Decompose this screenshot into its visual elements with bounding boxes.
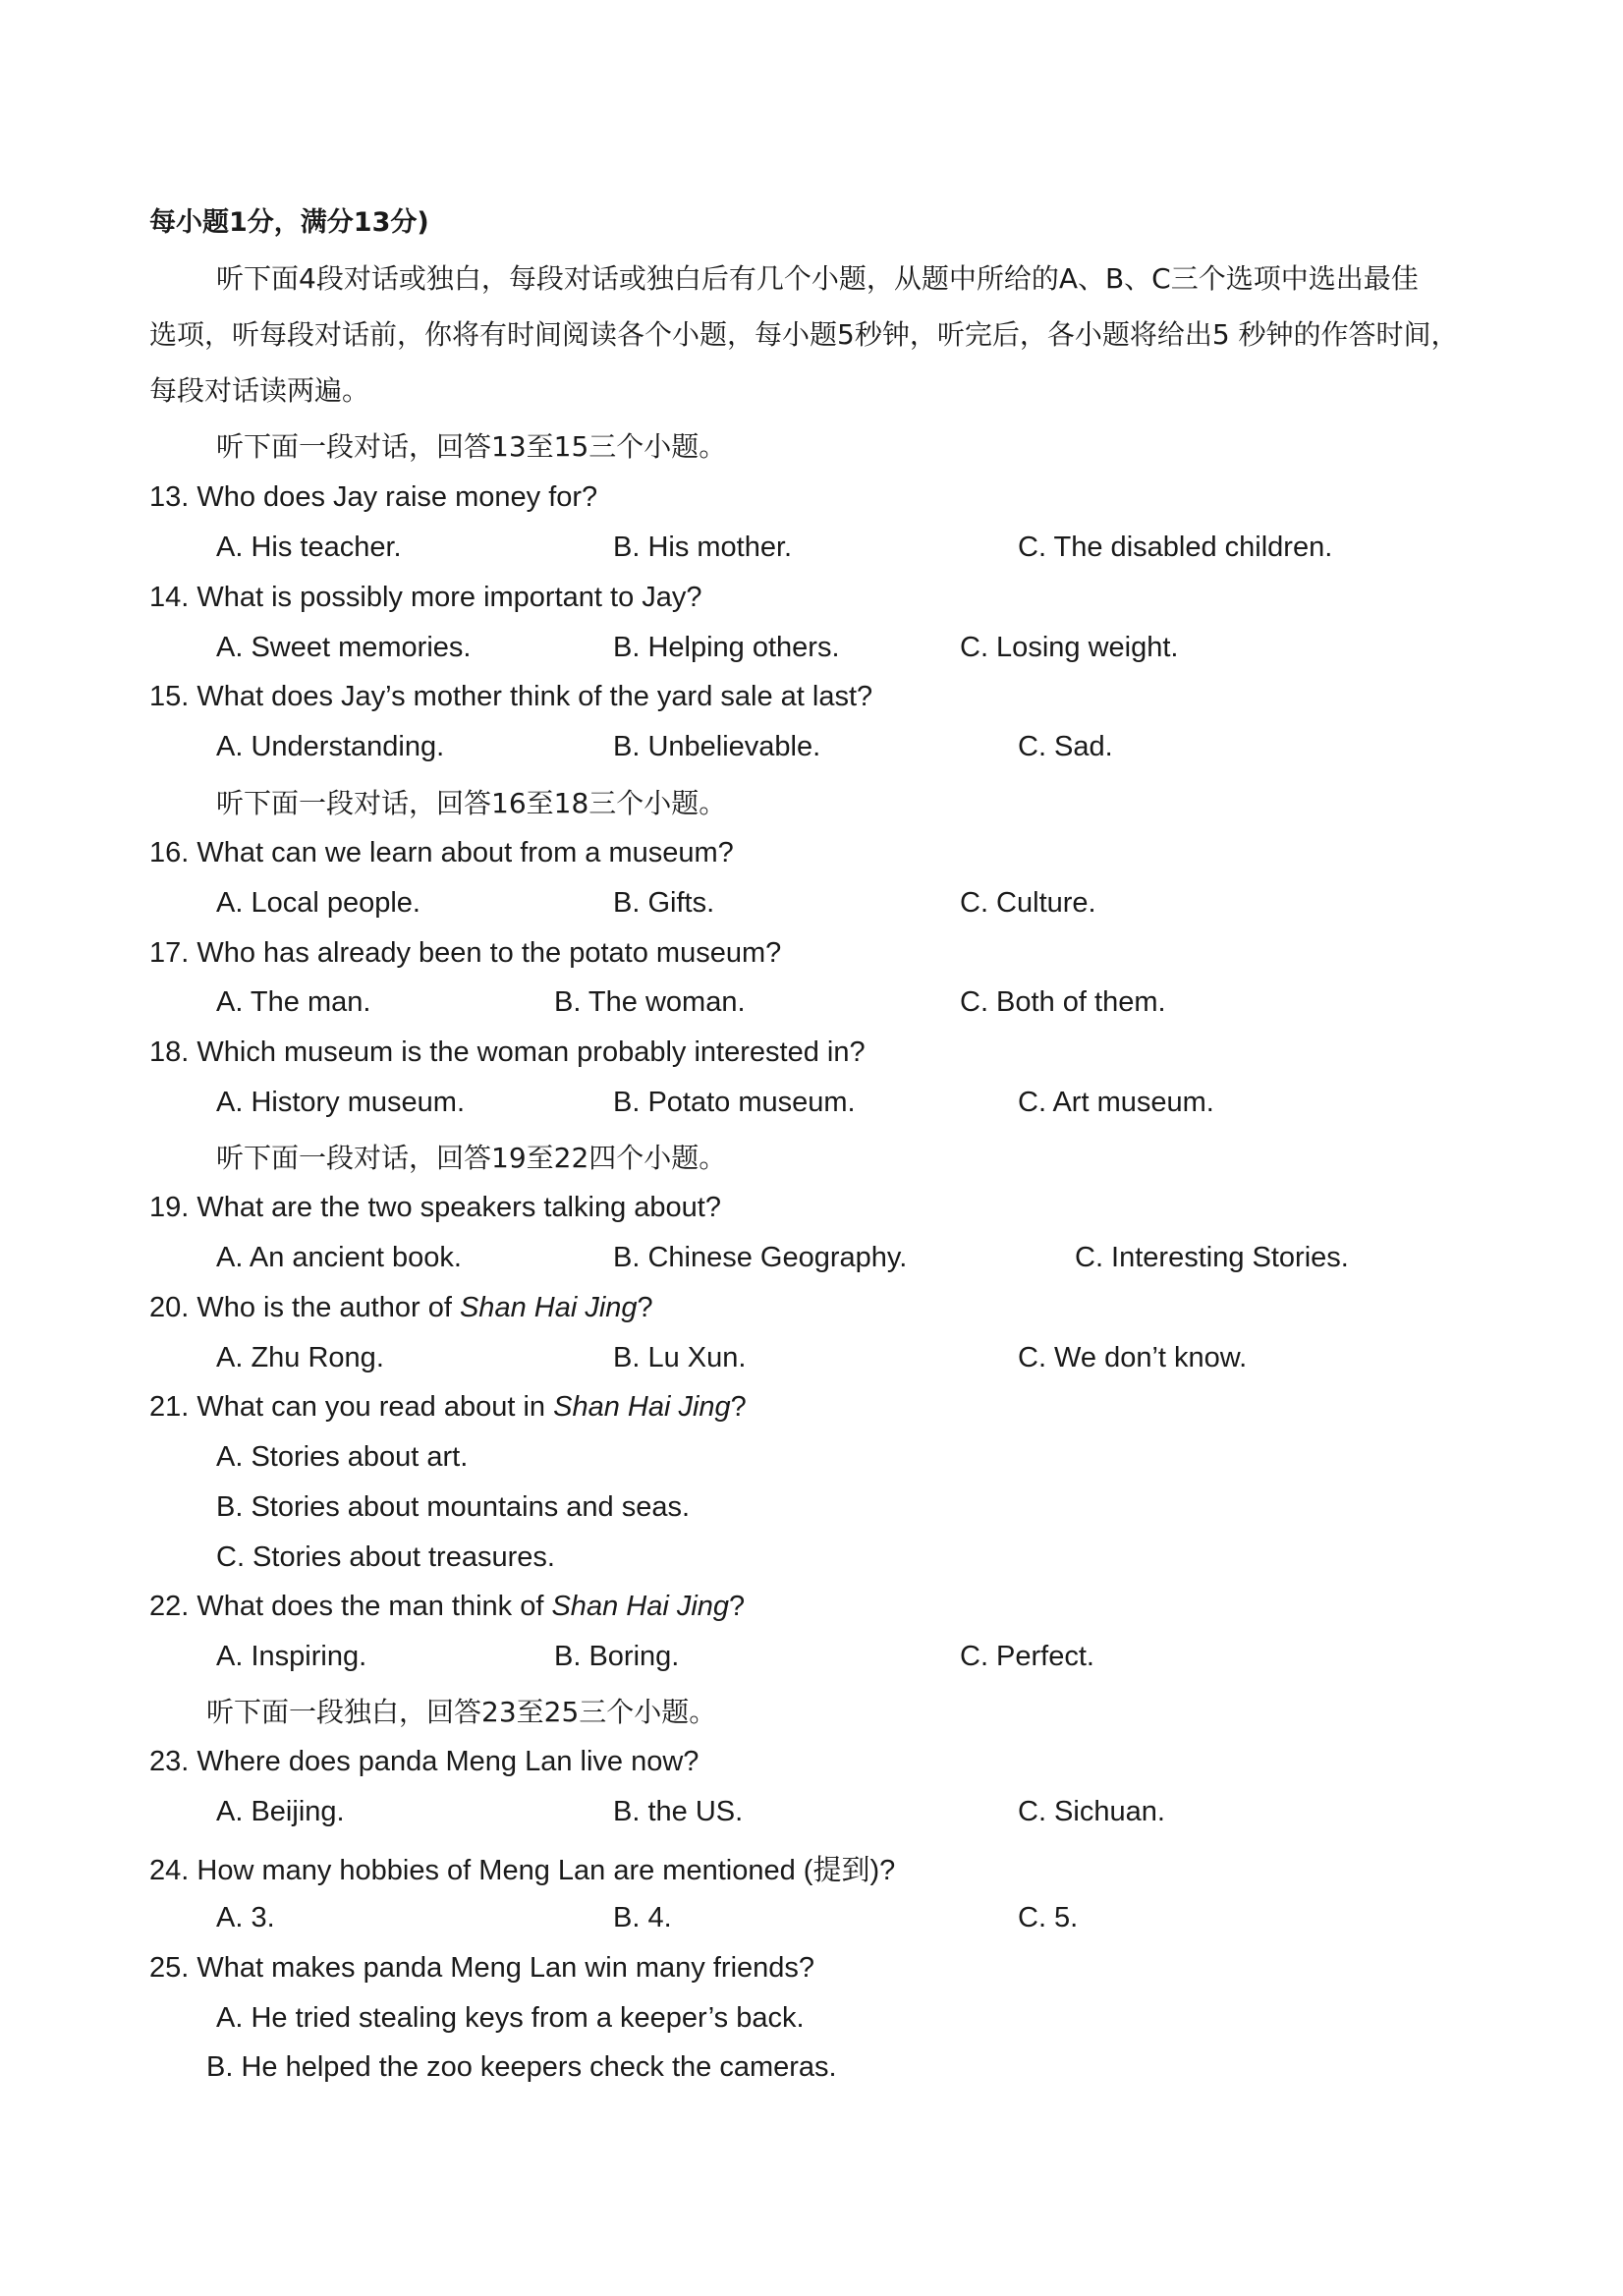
q20-option-c: C. We don’t know.	[1018, 1342, 1248, 1373]
group-3-instruction: 听下面一段对话，回答19至22四个小题。	[216, 1142, 727, 1174]
q20-suffix: ?	[637, 1292, 653, 1323]
q17-option-c: C. Both of them.	[960, 986, 1166, 1018]
q18-option-c: C. Art museum.	[1018, 1087, 1214, 1118]
question-13: 13. Who does Jay raise money for?	[149, 481, 598, 513]
q22-prefix: 22. What does the man think of	[149, 1591, 552, 1622]
q22-book-title: Shan Hai Jing	[551, 1591, 730, 1622]
question-23: 23. Where does panda Meng Lan live now?	[149, 1746, 700, 1777]
question-15: 15. What does Jay’s mother think of the yard sale at last?	[149, 681, 873, 712]
instructions-line-3: 每段对话读两遍。	[149, 374, 370, 407]
q21-prefix: 21. What can you read about in	[149, 1391, 554, 1423]
q13-option-c: C. The disabled children.	[1018, 532, 1333, 563]
q22-option-c: C. Perfect.	[960, 1641, 1094, 1672]
q23-option-a: A. Beijing.	[216, 1796, 345, 1827]
group-2-instruction: 听下面一段对话，回答16至18三个小题。	[216, 787, 727, 819]
question-24: 24. How many hobbies of Meng Lan are mentioned (提到)?	[149, 1855, 896, 1886]
q25-option-a: A. He tried stealing keys from a keeper’s back.	[216, 2002, 805, 2034]
question-25: 25. What makes panda Meng Lan win many friends?	[149, 1952, 815, 1984]
question-21	[149, 1391, 747, 1424]
q17-option-b: B. The woman.	[554, 986, 746, 1018]
q14-option-c: C. Losing weight.	[960, 632, 1179, 663]
q21-option-c: C. Stories about treasures.	[216, 1541, 555, 1573]
q21-suffix: ?	[730, 1391, 747, 1423]
group-4-instruction: 听下面一段独白，回答23至25三个小题。	[206, 1696, 717, 1728]
question-19: 19. What are the two speakers talking about?	[149, 1192, 721, 1223]
q19-option-b: B. Chinese Geography.	[613, 1242, 908, 1273]
q14-option-a: A. Sweet memories.	[216, 632, 472, 663]
q22-option-a: A. Inspiring.	[216, 1641, 367, 1672]
q20-option-a: A. Zhu Rong.	[216, 1342, 384, 1373]
q16-option-c: C. Culture.	[960, 887, 1096, 919]
q13-option-b: B. His mother.	[613, 532, 793, 563]
question-16: 16. What can we learn about from a museum?	[149, 837, 734, 868]
q21-book-title: Shan Hai Jing	[553, 1391, 731, 1423]
q18-option-b: B. Potato museum.	[613, 1087, 856, 1118]
question-18: 18. Which museum is the woman probably interested in?	[149, 1036, 866, 1068]
q15-option-b: B. Unbelievable.	[613, 731, 821, 762]
q19-option-a: A. An ancient book.	[216, 1242, 462, 1273]
instructions-line-1: 听下面4段对话或独白，每段对话或独白后有几个小题，从题中所给的A、B、C三个选项中选出最佳	[216, 262, 1419, 295]
q19-option-c: C. Interesting Stories.	[1075, 1242, 1349, 1273]
question-22	[149, 1591, 745, 1623]
q18-option-a: A. History museum.	[216, 1087, 465, 1118]
q24-option-c: C. 5.	[1018, 1902, 1079, 1933]
question-17: 17. Who has already been to the potato museum?	[149, 937, 782, 969]
question-14: 14. What is possibly more important to Jay?	[149, 582, 702, 613]
q15-option-c: C. Sad.	[1018, 731, 1113, 762]
instructions-line-2: 选项，听每段对话前，你将有时间阅读各个小题，每小题5秒钟，听完后，各小题将给出5 秒钟的作答时间，	[149, 318, 1459, 351]
q23-option-b: B. the US.	[613, 1796, 744, 1827]
q16-option-a: A. Local people.	[216, 887, 420, 919]
q24-option-b: B. 4.	[613, 1902, 672, 1933]
q20-option-b: B. Lu Xun.	[613, 1342, 747, 1373]
q20-prefix: 20. Who is the author of	[149, 1292, 460, 1323]
section-header: 每小题1分，满分13分)	[149, 207, 429, 238]
q25-option-b: B. He helped the zoo keepers check the cameras.	[206, 2051, 837, 2083]
q22-suffix: ?	[729, 1591, 746, 1622]
q14-option-b: B. Helping others.	[613, 632, 840, 663]
question-20	[149, 1292, 653, 1324]
q20-book-title: Shan Hai Jing	[459, 1292, 638, 1323]
q17-option-a: A. The man.	[216, 986, 371, 1018]
q24-option-a: A. 3.	[216, 1902, 275, 1933]
q23-option-c: C. Sichuan.	[1018, 1796, 1165, 1827]
q15-option-a: A. Understanding.	[216, 731, 445, 762]
q13-option-a: A. His teacher.	[216, 532, 402, 563]
q21-option-b: B. Stories about mountains and seas.	[216, 1491, 691, 1523]
q21-option-a: A. Stories about art.	[216, 1441, 469, 1473]
q16-option-b: B. Gifts.	[613, 887, 715, 919]
q22-option-b: B. Boring.	[554, 1641, 680, 1672]
group-1-instruction: 听下面一段对话，回答13至15三个小题。	[216, 430, 727, 463]
